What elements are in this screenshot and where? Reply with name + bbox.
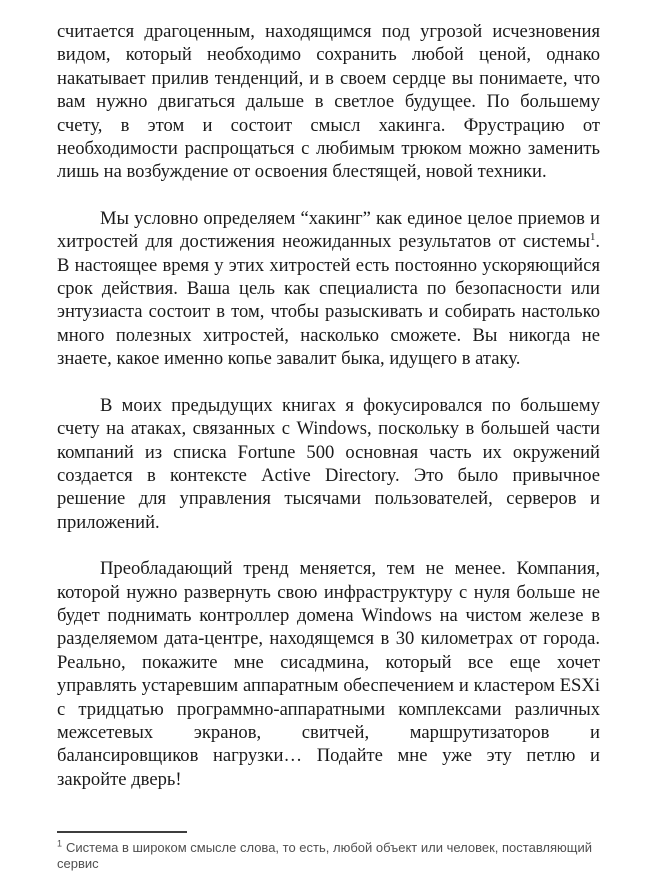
footnote-marker: 1 — [57, 838, 63, 849]
paragraph-text: . В настоящее время у этих хитростей есть постоянно ускоряющийся срок действия. Ваша цель как специалиста по безопасности или энтузиаста состоит в том, чтобы разыскивать и собирать настолько много полезных хитростей, насколько сможете. Вы никогда не знаете, какое именно копье завалит быка, идущего в атаку. — [57, 231, 600, 370]
body-paragraph: В моих предыдущих книгах я фокусировался по большему счету на атаках, связанных с Windows, поскольку в большей части компаний из списка Fortune 500 основная часть их окружений создается в контексте Active Directory. Это было привычное решение для управления тысячами пользователей, серверов и приложений. — [57, 394, 600, 533]
footnote — [57, 831, 600, 872]
footnote-text — [57, 840, 600, 872]
body-paragraph — [57, 207, 600, 371]
paragraph-text: Мы условно определяем “хакинг” как единое целое приемов и хитростей для достижения неожиданных результатов от системы — [57, 207, 600, 253]
footnote-reference-marker: 1 — [589, 231, 596, 244]
body-paragraph: Преобладающий тренд меняется, тем не менее. Компания, которой нужно развернуть свою инфраструктуру с нуля больше не будет поднимать контроллер домена Windows на чистом железе в разделяемом дата-центре, находящемся в 30 километрах от города. Реально, покажите мне сисадмина, который все еще хочет управлять устаревшим аппаратным обеспечением и кластером ESXi с тридцатью программно-аппаратными комплексами различных межсетевых экранов, свитчей, маршрутизаторов и балансировщиков нагрузки… Подайте мне уже эту петлю и закройте дверь! — [57, 558, 600, 790]
footnote-body: Система в широком смысле слова, то есть, любой объект или человек, поставляющий сервис — [57, 840, 593, 871]
footnote-separator — [57, 831, 187, 833]
body-paragraph: считается драгоценным, находящимся под угрозой исчезновения видом, который необходимо сохранить любой ценой, однако накатывает прилив тенденций, и в своем сердце вы понимаете, что вам нужно двигаться дальше в светлое будущее. По большему счету, в этом и состоит смысл хакинга. Фрустрацию от необходимости распрощаться с любимым трюком можно заменить лишь на возбуждение от освоения блестящей, новой техники. — [57, 21, 600, 183]
